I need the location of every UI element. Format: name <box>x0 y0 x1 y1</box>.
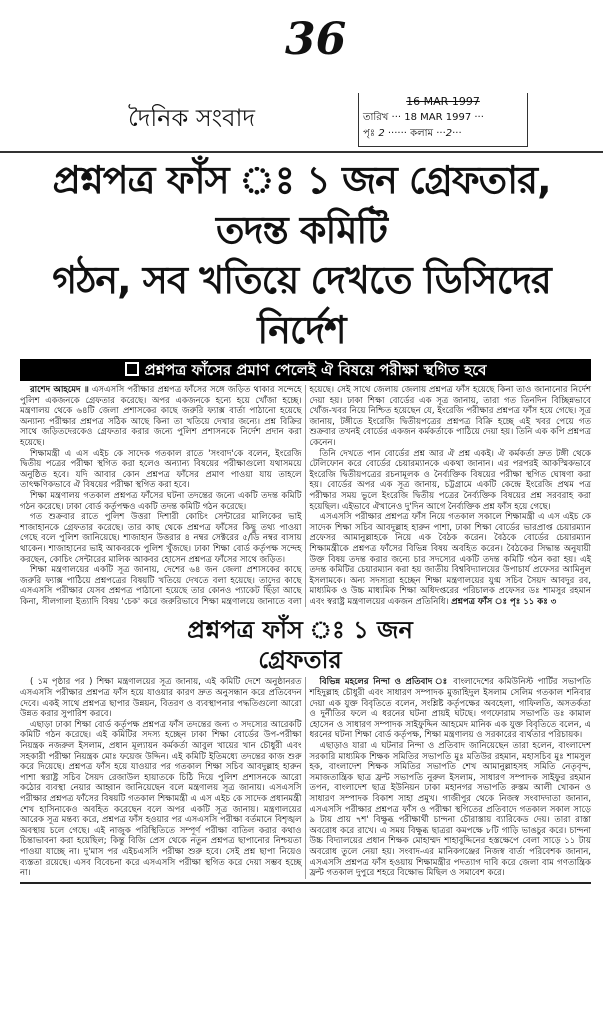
paragraph: বাংলাদেশের কমিউনিস্ট পার্টির সভাপতি শহিদুল্লাহ চৌধুরী এবং সাধারণ সম্পাদক মুজাহিদুল ইসলাম সেলিম গতকাল শনিবার দেয়া এক যুক্ত বিবৃতিতে বলেন, সংশ্লিষ্ট কর্তৃপক্ষের অবহেলা, গাফিলতি, অসতর্কতা ও দুর্নীতির ফলে এ ধরনের ঘটনা প্রায়ই ঘটছে। গণফোরাম সভাপতি ডঃ কামাল হোসেন ও সাধারণ সম্পাদক সাইফুদ্দিন আহমেদ মানিক এক যুক্ত বিবৃতিতে বলেন, এ ধরনের ঘটনা শিক্ষা বোর্ড কর্তৃপক্ষ, শিক্ষা মন্ত্রণালয় ও সরকারের ব্যর্থতার পরিচায়ক। <box>309 677 591 741</box>
paragraph: তিনি দেখতে পান বোর্ডের প্রশ্ন আর ঐ প্রশ্ন একই। ঐ কর্মকর্তা দ্রুত টঙ্গী থেকে টেলিফোন করে বোর্ডের চেয়ারম্যানকে একথা জানান। এর পরপরই আকস্মিকভাবে ইংরেজি দ্বিতীয়পত্রের রচনামূলক ও নৈর্ব্যক্তিক বিষয়ের পরীক্ষা স্থগিত ঘোষণা করা হয়। বোর্ডের অপর এক সূত্র জানায়, চট্টগ্রামে একটি কেন্দ্রে ইংরেজি প্রথম পত্র পরীক্ষার সময় ভুলে ইংরেজি দ্বিতীয় পত্রের নৈর্ব্যক্তিক বিষয়ের প্রশ্ন সরবরাহ করা হয়েছিল। এইভাবে ঐখানেও দু'দিন আগে নৈর্ব্যক্তিক প্রশ্ন ফাঁস হয়ে গেছে। <box>309 448 591 512</box>
date-stamp <box>358 93 528 147</box>
banner-text: প্রশ্নপত্র ফাঁসের প্রমাণ পেলেই ঐ বিষয়ে পরীক্ষা স্থগিত হবে <box>144 361 487 379</box>
page-value: 2 <box>378 128 385 139</box>
paragraph: শিক্ষামন্ত্রী এ এস এইচ কে সাদেক গতকাল রাতে 'সংবাদ'কে বলেন, ইংরেজি দ্বিতীয় পত্রের পরীক্ষা স্থগিত করা হলেও অন্যান্য বিষয়ের পরীক্ষাগুলো যথাসময়ে অনুষ্ঠিত হবে। যদি আবার কোন প্রশ্নপত্র ফাঁসের প্রমাণ পাওয়া যায় তাহলে তাৎক্ষণিকভাবে ঐ বিষয়ের পরীক্ষা স্থগিত করা হবে। <box>20 448 302 491</box>
paragraph: শিক্ষা মন্ত্রণালয়ের একটি সূত্র জানায়, দেশের ৬৪ জন জেলা প্রশাসকের কাছে জরুরি ফ্যাক্স পাঠিয়ে প্রশ্নপত্রের বিষয়টি খতিয়ে দেখতে বলা হয়েছে। তাদের কাছে এসএসসি পরীক্ষার যেসব প্রশ্নপত্র পাঠানো হয়েছে তার কোনও প্যাকেট ছিঁড়া আছে কিনা, সীলগালা ইত্যাদি বিষয় 'চেক' করে জরুরিভাবে শিক্ষা মন্ত্রণালয়ে জানাতে বলা <box>20 565 302 607</box>
divider <box>0 151 603 153</box>
paragraph: গত শুক্রবার রাতে পুলিশ উত্তরা দিশারী কোচিং সেন্টারের মালিকের ভাই শাজাহানকে গ্রেফতার করেছে। তার কাছ থেকে প্রশ্নপত্র ফাঁসের কিছু তথ্য পাওয়া গেছে বলে পুলিশ জানিয়েছে। শাজাহান উত্তরার ৪ নম্বর সেক্টরের ৫/ডি নম্বর বাসায় থাকেন। শাজাহানের ভাই আকবরকে পুলিশ খুঁজছে। ঢাকা শিক্ষা বোর্ড কর্তৃপক্ষ সন্দেহ করছেন, কোচিং সেন্টারের মালিক আকবর হোসেন প্রশ্নপত্র ফাঁসের সাথে জড়িত। <box>20 512 302 565</box>
paragraph: এসএসসি পরীক্ষার প্রশ্নপত্র ফাঁসের সঙ্গে জড়িত থাকার সন্দেহে পুলিশ একজনকে গ্রেফতার করেছে। অপর একজনকে হন্যে হয়ে খোঁজা হচ্ছে। মন্ত্রণালয় থেকে ৬৪টি জেলা প্রশাসকের কাছে জরুরি ফ্যাক্স বার্তা পাঠানো হয়েছে অন্যান্য পরীক্ষার প্রশ্নপত্র সঠিক আছে কিনা তা খতিয়ে দেখার জন্যে। প্রশ্ন বিক্রির সাথে জড়িতদেরকেও গ্রেফতার করার জন্যে পুলিশ প্রশাসনকে নির্দেশ প্রদান করা হয়েছে। <box>20 385 302 448</box>
headline-line-2: গঠন, সব খতিয়ে দেখতে ডিসিদের নির্দেশ <box>52 258 551 352</box>
paragraph: এসএসসি পরীক্ষার প্রশ্নপত্র ফাঁস নিয়ে গতকাল সকালে শিক্ষামন্ত্রী এ এস এইচ কে সাদেক শিক্ষা সচিব আবদুল্লাহ হারুন পাশা, ঢাকা শিক্ষা বোর্ডের ভারপ্রাপ্ত চেয়ারম্যান প্রফেসর আমানুল্লাহকে নিয়ে এক বৈঠক করেন। বৈঠকে বোর্ডের চেয়ারম্যান শিক্ষামন্ত্রীকে প্রশ্নপত্র ফাঁসের বিভিন্ন বিষয় অবহিত করেন। বৈঠকের সিদ্ধান্ত অনুযায়ী উক্ত বিষয় তদন্ত করার জন্যে চার সদস্যের একটি তদন্ত কমিটি গঠন করা হয়। এই তদন্ত কমিটির চেয়ারম্যান করা হয় জাতীয় বিশ্ববিদ্যালয়ের উপাচার্য প্রফেসর আমিনুল ইসলামকে। অন্য সদস্যরা হচ্ছেন শিক্ষা মন্ত্রণালয়ের যুগ্ম সচিব সৈয়দ আবদুর রব, মাধ্যমিক ও উচ্চ মাধ্যমিক শিক্ষা অধিদপ্তরের পরিচালক প্রফেসর ডঃ শামসুর রহমান এবং স্বরাষ্ট্র মন্ত্রণালয়ের একজন প্রতিনিধি। <box>309 512 591 607</box>
column-label: কলাম <box>410 128 434 139</box>
checkbox-square-icon <box>125 362 139 376</box>
article1-body <box>20 385 591 607</box>
paragraph: এছাড়াও যারা এ ঘটনার নিন্দা ও প্রতিবাদ জানিয়েছেন তারা হলেন, বাংলাদেশ সরকারি মাধ্যমিক শিক্ষক সমিতির সভাপতি মুঃ মতিউর রহমান, মহাসচিব মুঃ শামসুল হক, বাংলাদেশ শিক্ষক সমিতির সভাপতি শেখ আমানুল্লাহসহ সমিতি নেতৃবৃন্দ, সমাজতান্ত্রিক ছাত্র ফ্রন্ট সভাপতি নুরুল ইসলাম, সাধারণ সম্পাদক সাইফুর রহমান তপন, বাংলাদেশ ছাত্র ইউনিয়ন ঢাকা মহানগর সভাপতি রুস্তম আলী খোকন ও সাধারণ সম্পাদক বিকাশ সাহা প্রমুখ। গাজীপুর থেকে নিজস্ব সংবাদদাতা জানান, এসএসসি পরীক্ষার প্রশ্নপত্র ফাঁস ও পরীক্ষা স্থগিতের প্রতিবাদে গতকাল সকাল সাড়ে ৯ টায় প্রায় ৭শ' বিক্ষুব্ধ পরীক্ষার্থী চান্দনা চৌরাস্তায় ব্যারিকেড দেয়। তারা রাস্তা অবরোধ করে রাখে। এ সময় বিক্ষুব্ধ ছাত্ররা কমপক্ষে ৮টি গাড়ি ভাঙচুর করে। চান্দনা উচ্চ বিদ্যালয়ের প্রধান শিক্ষক মোহাম্মদ শাহাবুদ্দিনের হস্তক্ষেপে বেলা সাড়ে ১১ টায় অবরোধ তুলে নেয়া হয়। সংবাদ-এর মানিকগঞ্জের নিজস্ব বার্তা পরিবেশক জানান, এসএসসি প্রশ্নপত্র ফাঁস হওয়ায় শিক্ষামন্ত্রীর পদত্যাগ দাবি করে জেলা বাম গণতান্ত্রিক ফ্রন্ট গতকাল দুপুরে শহরে বিক্ষোভ মিছিল ও সমাবেশ করে। <box>309 741 591 879</box>
subheadline-banner <box>20 359 591 381</box>
main-headline <box>14 155 589 355</box>
paragraph: শিক্ষা মন্ত্রণালয় গতকাল প্রশ্নপত্র ফাঁসের ঘটনা তদন্তের জন্যে একটি তদন্ত কমিটি গঠন করেছে। ঢাকা বোর্ড কর্তৃপক্ষও একটি তদন্ত কমিটি গঠন করেছে। <box>20 490 302 512</box>
paragraph: শিক্ষা মন্ত্রণালয়ের সূত্র জানায়, এই কমিটি দেশে অনুষ্ঠানরত এসএসসি পরীক্ষার প্রশ্নপত্র ফাঁস হয়ে যাওয়ার কারণ দ্রুত অনুসন্ধান করে প্রতিবেদন দেবে। একই সাথে প্রশ্নপত্র ছাপার উন্নয়ন, বিতরণ ও ব্যবস্থাপনার পদ্ধতিগুলো আরো উন্নত করার সুপারিশ করবে। <box>20 677 302 720</box>
stamp-page-row: পৃঃ 2 ······ কলাম ···2··· <box>363 128 462 139</box>
paragraph: হয়েছে। সেই সাথে জেলায় জেলায় প্রশ্নপত্র ফাঁস হয়েছে কিনা তাও জানানোর নির্দেশ দেয়া হয়। ঢাকা শিক্ষা বোর্ডের এক সূত্র জানায়, তারা গত তিনদিন বিচ্ছিন্নভাবে খোঁজ-খবর নিয়ে নিশ্চিত হয়েছেন যে, ইংরেজি পরীক্ষার প্রশ্নপত্র ফাঁস হয়ে গেছে। সূত্র জানায়, টঙ্গীতে ইংরেজি দ্বিতীয়পত্রের প্রশ্নপত্র বিক্রি হচ্ছে এই খবর পেয়ে গত শুক্রবার তখনই বোর্ডের একজন কর্মকর্তাকে পাঠিয়ে দেয়া হয়। তিনি এক কপি প্রশ্নপত্র কেনেন। <box>309 385 591 448</box>
struck-date: 16 MAR 1997 <box>406 95 480 108</box>
article2-body <box>20 677 591 883</box>
continued-reference: প্রশ্নপত্র ফাঁস ঃ পৃঃ ১১ কঃ ৩ <box>451 596 557 607</box>
stamp-date-row: তারিখ ··· 18 MAR 1997 ··· <box>363 112 484 123</box>
article2-headline: প্রশ্নপত্র ফাঁস ঃ ১ জন গ্রেফতার <box>187 616 413 675</box>
handwritten-page-number: 36 <box>285 14 347 65</box>
stamp-date: 18 MAR 1997 <box>404 112 472 123</box>
subhead: বিভিন্ন মহলের নিন্দা ও প্রতিবাদ ঃ <box>319 677 449 688</box>
headline-line-1: প্রশ্নপত্র ফাঁস ঃ ১ জন গ্রেফতার, তদন্ত কমিটি <box>52 158 551 252</box>
byline: রাশেদ আহমেদ ॥ <box>30 385 89 395</box>
page-label: পৃঃ <box>363 128 376 139</box>
paragraph: এছাড়া ঢাকা শিক্ষা বোর্ড কর্তৃপক্ষ প্রশ্নপত্র ফাঁস তদন্তের জন্য ৩ সদস্যের আরেকটি কমিটি গঠন করেছে। এই কমিটির সদস্য হচ্ছেন ঢাকা শিক্ষা বোর্ডের উপ-পরীক্ষা নিয়ন্ত্রক নজরুল ইসলাম, প্রধান মূল্যায়ন কর্মকর্তা আবুল খায়ের খান চৌধুরী এবং সহকারী পরীক্ষা নিয়ন্ত্রক মোঃ ফয়েজ উদ্দিন। এই কমিটি ইতিমধ্যে তদন্তের কাজ শুরু করে দিয়েছে। প্রশ্নপত্র ফাঁস হয়ে যাওয়ার পর গতকাল শিক্ষা সচিব আবদুল্লাহ হারুন পাশা স্বরাষ্ট্র সচিব সৈয়দ রেজাউল হায়াতকে চিঠি দিয়ে পুলিশ প্রশাসনকে আরো কঠোর ব্যবস্থা নেয়ার আহ্বান জানিয়েছেন বলে মন্ত্রণালয় সূত্র জানায়। এসএসসি পরীক্ষার প্রশ্নপত্র ফাঁসের বিষয়টি গতকাল শিক্ষামন্ত্রী এ এস এইচ কে সাদেক প্রধানমন্ত্রী শেখ হাসিনাকেও অবহিত করেছেন বলে অপর একটি সূত্র জানায়। মন্ত্রণালয়ের আরেক সূত্র মন্তব্য করে, প্রশ্নপত্র ফাঁস হওয়ার পর এসএসসি পরীক্ষা বর্তমানে বিশৃঙ্খল অবস্থায় চলে গেছে। এই নাজুক পরিস্থিতিতে সম্পূর্ণ পরীক্ষা বাতিল করার কথাও চিন্তাভাবনা করা হয়েছিল; কিন্তু বিজি প্রেস থেকে নতুন প্রশ্নপত্র ছাপানোর নিশ্চয়তা পাওয়া যাচ্ছে না। দু'মাস পর এইচএসসি পরীক্ষা শুরু হবে। সেই প্রশ্ন ছাপা নিয়েও ব্যস্ততা রয়েছে। এসব বিবেচনা করে এসএসসি পরীক্ষা স্থগিত করে দেয়া সম্ভব হচ্ছে না। <box>20 719 302 879</box>
continued-from: ( ১ম পৃষ্ঠার পর ) <box>30 677 93 688</box>
newspaper-masthead: দৈনিক সংবাদ <box>128 104 256 132</box>
column-value: 2 <box>445 128 453 139</box>
masthead-area <box>0 0 603 153</box>
date-label: তারিখ <box>363 112 389 123</box>
